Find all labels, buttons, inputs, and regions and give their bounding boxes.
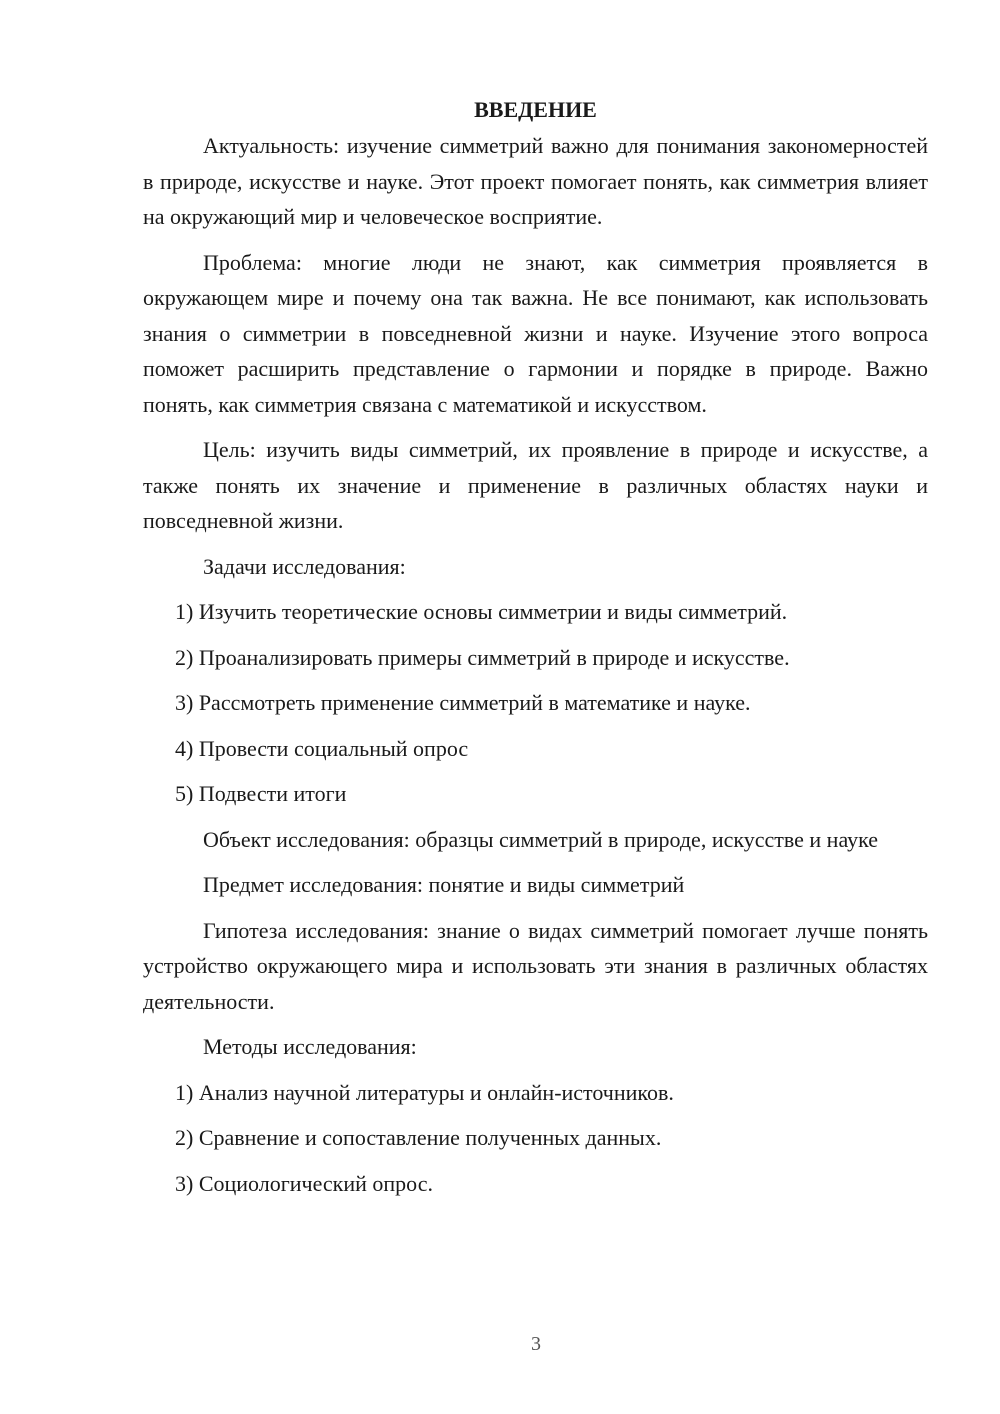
method-item: 2) Сравнение и сопоставление полученных данных.	[175, 1125, 662, 1150]
tasks-label: Задачи исследования:	[203, 553, 406, 579]
hypothesis-paragraph: Гипотеза исследования: знание о видах симметрий помогает лучше понять устройство окружающего мира и использовать эти знания в различных областях деятельности.	[143, 917, 928, 1014]
subject-paragraph: Предмет исследования: понятие и виды симметрий	[203, 872, 685, 897]
task-item: 3) Рассмотреть применение симметрий в математике и науке.	[175, 690, 751, 715]
methods-label: Методы исследования:	[203, 1034, 417, 1059]
method-item: 3) Социологический опрос.	[175, 1170, 433, 1196]
task-item: 1) Изучить теоретические основы симметрии и виды симметрий.	[175, 599, 788, 624]
object-paragraph: Объект исследования: образцы симметрий в природе, искусстве и науке	[203, 826, 878, 852]
task-item: 4) Провести социальный опрос	[175, 735, 469, 761]
problem-paragraph: Проблема: многие люди не знают, как симметрия проявляется в окружающем мире и почему она так важна. Не все понимают, как использовать знания о симметрии в повседневной жизни и науке. Изучение этого вопроса поможет расширить представление о гармонии и порядке в природе. Важно понять, как симметрия связана с математикой и искусством.	[143, 249, 928, 417]
section-heading: ВВЕДЕНИЕ	[474, 97, 597, 122]
goal-paragraph: Цель: изучить виды симметрий, их проявление в природе и искусстве, а также понять их значение и применение в различных областях науки и повседневной жизни.	[143, 437, 928, 533]
page-number: 3	[531, 1333, 541, 1355]
task-item: 5) Подвести итоги	[175, 781, 347, 806]
relevance-paragraph: Актуальность: изучение симметрий важно для понимания закономерностей в природе, искусстве и науке. Этот проект помогает понять, как симметрия влияет на окружающий мир и человеческое восприятие.	[143, 133, 928, 229]
method-item: 1) Анализ научной литературы и онлайн-источников.	[175, 1079, 674, 1105]
task-item: 2) Проанализировать примеры симметрий в природе и искусстве.	[175, 644, 790, 670]
document-page	[143, 92, 928, 1201]
